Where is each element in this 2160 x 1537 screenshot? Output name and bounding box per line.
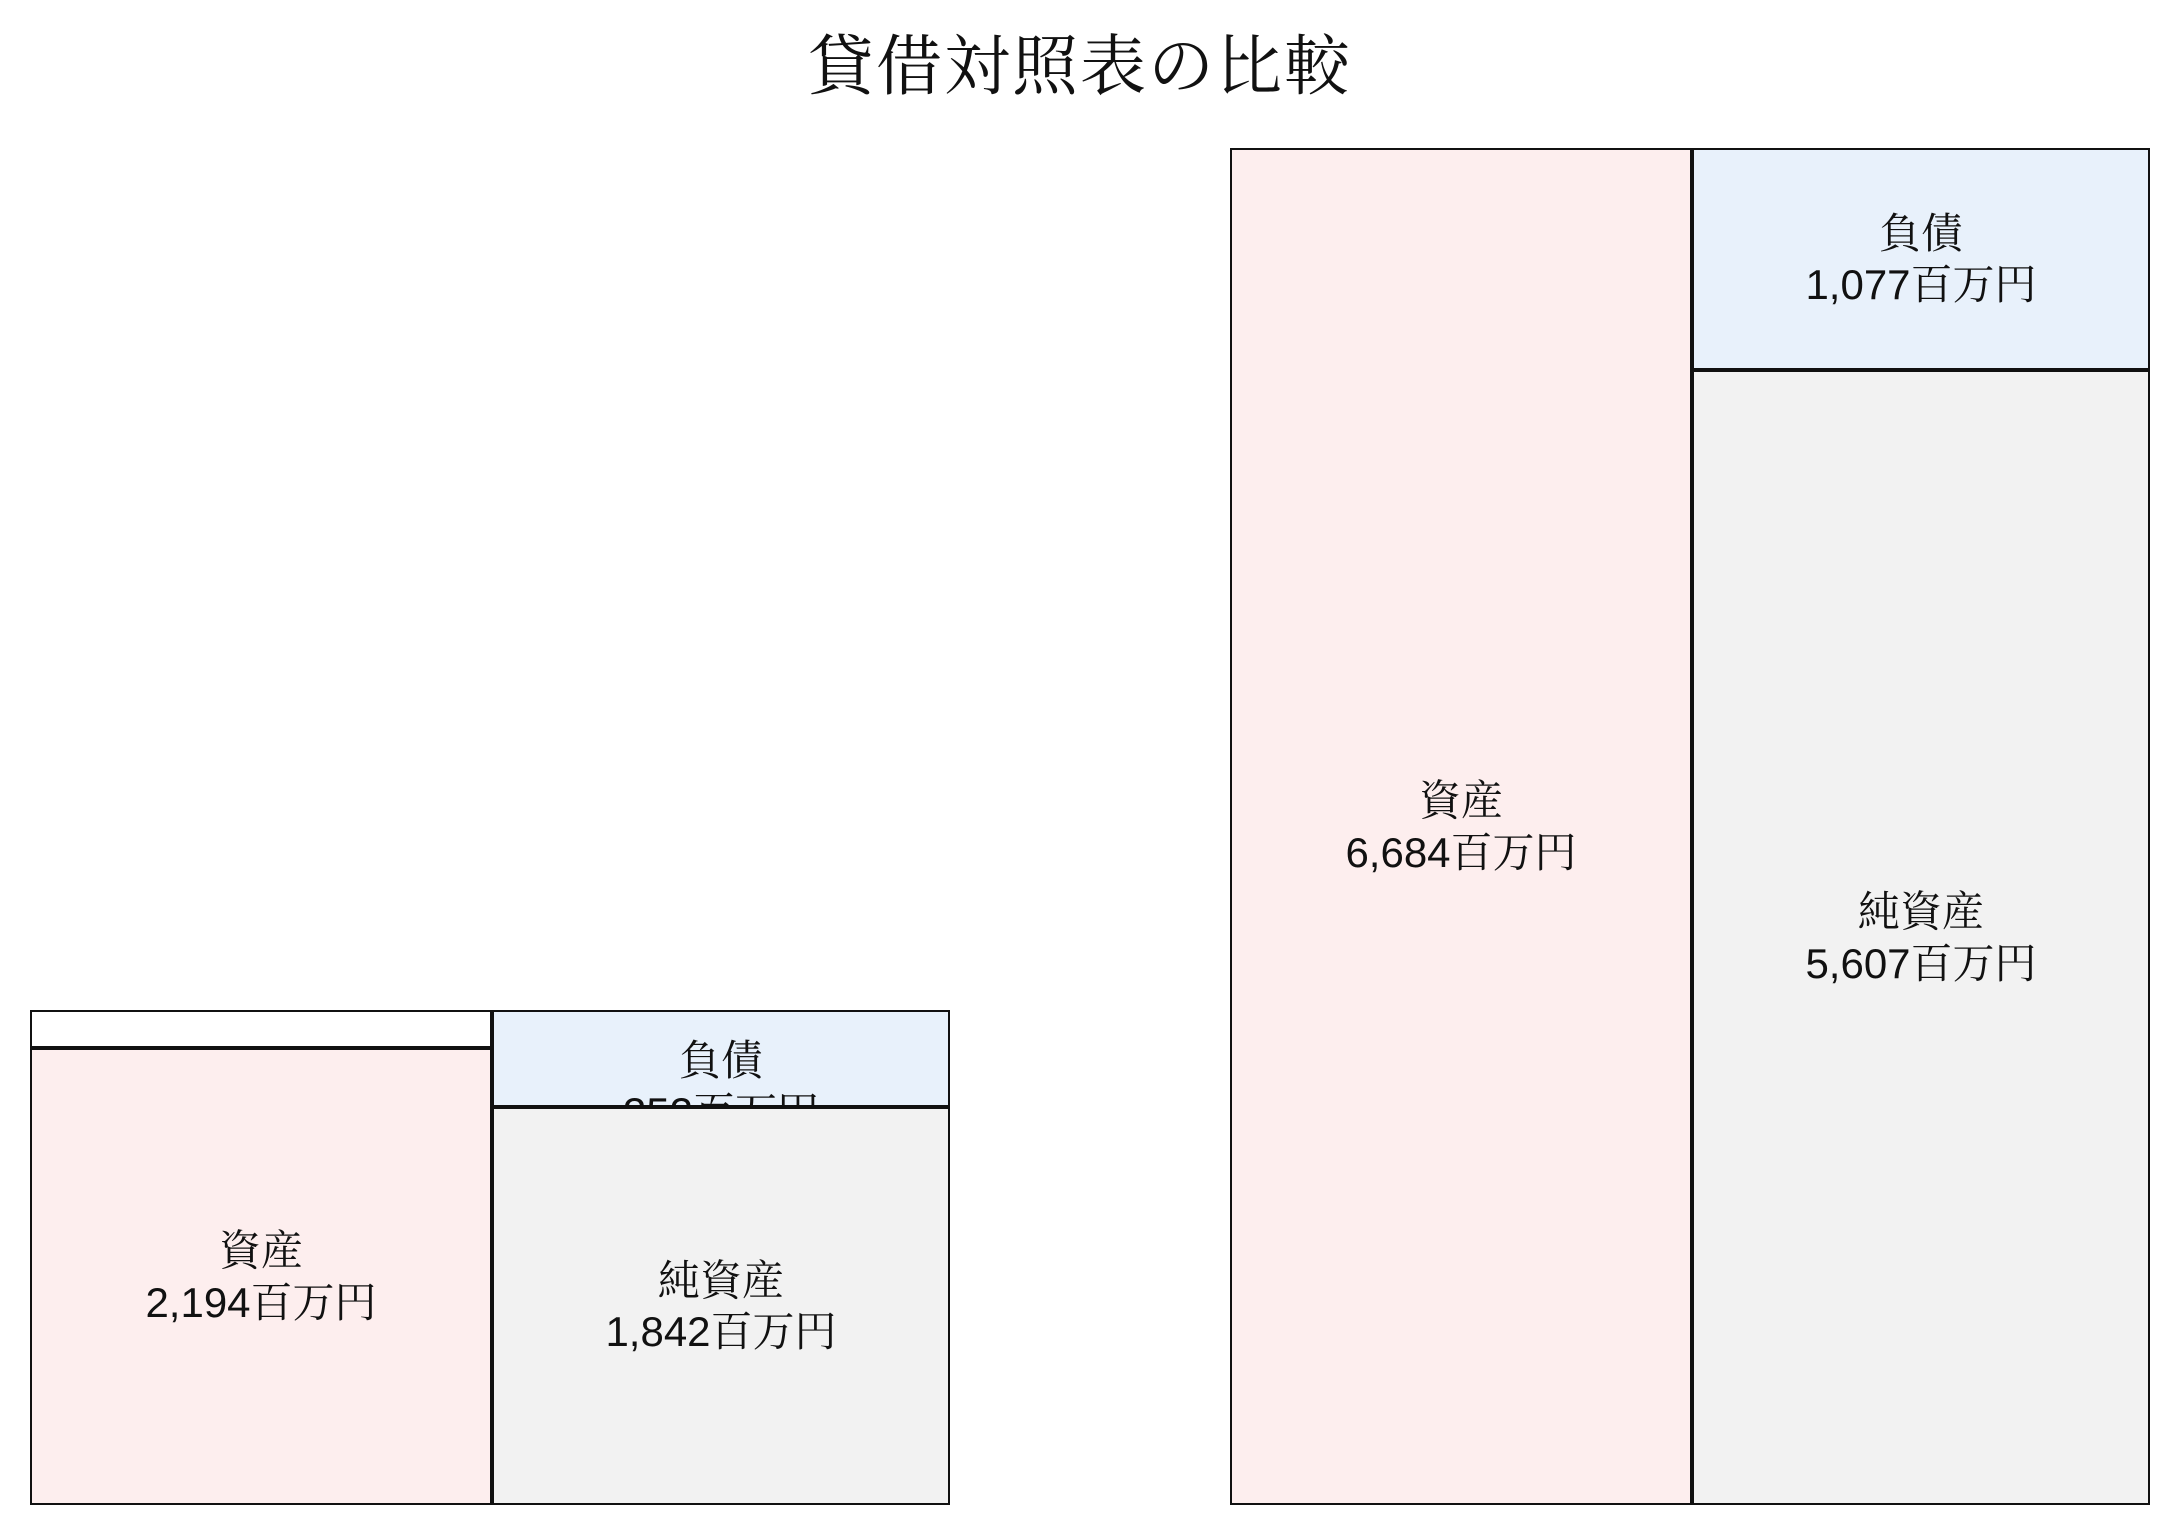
left-assets-amount: 2,194百万円 <box>145 1278 377 1326</box>
right-liabilities-box <box>1692 148 2150 370</box>
balance-sheet-right <box>1230 148 2150 1505</box>
left-assets-name: 資産 <box>218 1227 303 1275</box>
chart-title-text: 貸借対照表の比較 <box>808 29 1352 103</box>
right-equity-amount: 5,607百万円 <box>1805 939 2037 987</box>
right-assets-box <box>1230 148 1692 1505</box>
right-liabilities-label <box>1805 208 2036 310</box>
left-assets-box <box>30 1048 492 1505</box>
right-assets-name: 資産 <box>1418 777 1503 825</box>
right-liabilities-name: 負債 <box>1878 209 1963 257</box>
right-assets-amount: 6,684百万円 <box>1345 828 1577 876</box>
left-equity-amount: 1,842百万円 <box>605 1308 837 1355</box>
right-equity-name: 純資産 <box>1857 888 1984 936</box>
left-assets-label <box>145 1225 376 1327</box>
left-equity-name: 純資産 <box>657 1256 784 1304</box>
left-liabilities-name: 負債 <box>678 1037 763 1085</box>
left-liabilities-box <box>492 1010 950 1107</box>
right-equity-label <box>1805 886 2036 988</box>
left-equity-box <box>492 1107 950 1505</box>
right-assets-label <box>1345 775 1576 877</box>
balance-sheet-left <box>30 1010 950 1505</box>
left-assets-spacer-box <box>30 1010 492 1048</box>
page-title <box>0 30 2160 103</box>
right-equity-box <box>1692 370 2150 1505</box>
right-liabilities-amount: 1,077百万円 <box>1805 261 2037 308</box>
left-equity-label <box>605 1255 836 1357</box>
